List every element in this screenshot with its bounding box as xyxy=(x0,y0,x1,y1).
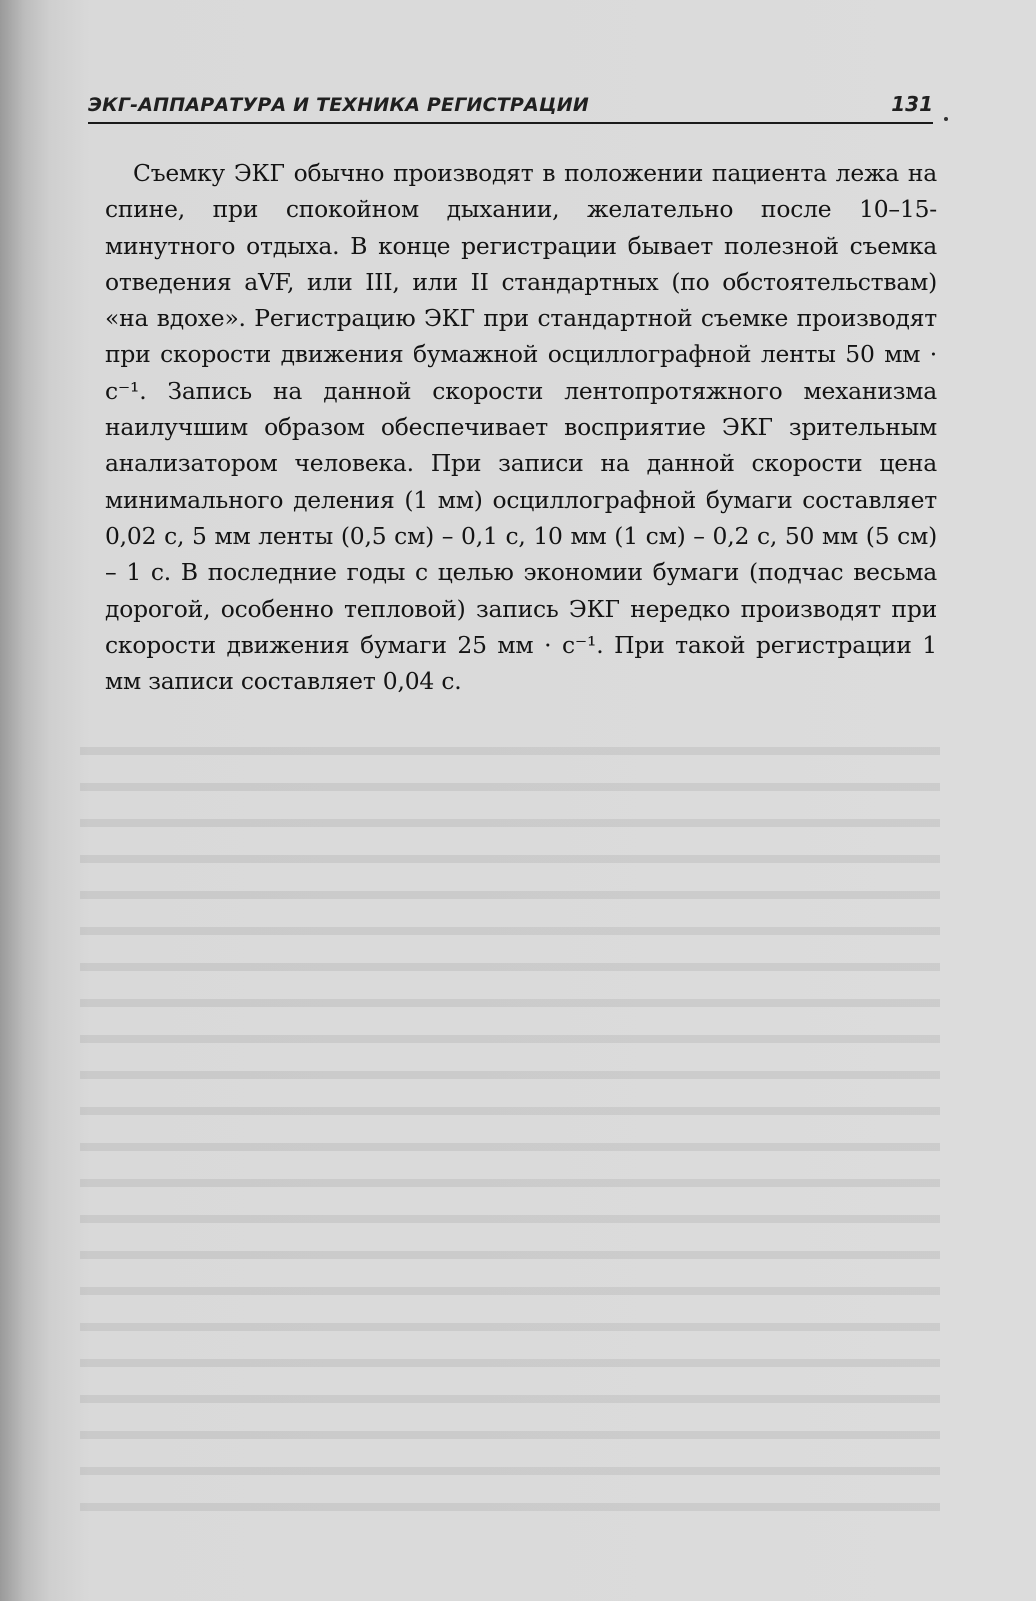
page-header xyxy=(88,88,933,124)
page-number: 131 xyxy=(891,92,933,116)
running-head: ЭКГ-АППАРАТУРА И ТЕХНИКА РЕГИСТРАЦИИ xyxy=(88,94,589,116)
body-paragraph: Съемку ЭКГ обычно производят в положении пациента лежа на спине, при спокойном дыхании, желательно после 10–15-минутного отдыха. В конце регистрации бывает полезной съемка отведения aVF, или III, или II стандартных (по обстоятельствам) «на вдохе». Регистрацию ЭКГ при стандартной съемке производят при скорости движения бумажной осциллографной ленты 50 мм · с⁻¹. Запись на данной скорости лентопротяжного механизма наилучшим образом обеспечивает восприятие ЭКГ зрительным анализатором человека. При записи на данной скорости цена минимального деления (1 мм) осциллографной бумаги составляет 0,02 с, 5 мм ленты (0,5 см) – 0,1 с, 10 мм (1 см) – 0,2 с, 50 мм (5 см) – 1 с. В последние годы с целью экономии бумаги (подчас весьма дорогой, особенно тепловой) запись ЭКГ нередко производят при скорости движения бумаги 25 мм · с⁻¹. При такой регистрации 1 мм записи составляет 0,04 с. xyxy=(105,159,937,696)
bleed-through-text-area xyxy=(80,725,940,1525)
print-speck xyxy=(944,117,948,121)
